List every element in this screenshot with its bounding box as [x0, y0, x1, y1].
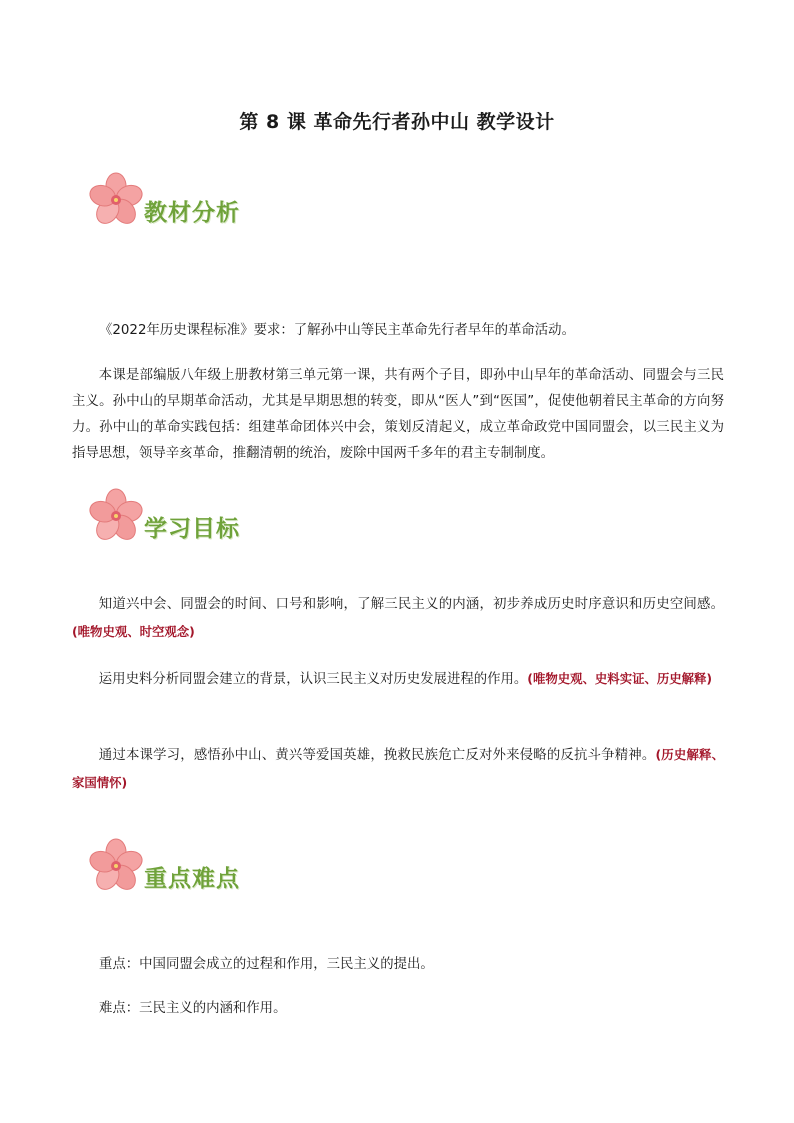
goal-item-2 [72, 665, 724, 693]
core-literacy-tag: (唯物史观、时空观念) [72, 624, 195, 639]
core-literacy-tag: (历史解释、家国情怀) [72, 747, 725, 790]
section-title-keypoints: 重点难点 [144, 866, 240, 892]
peach-blossom-icon [86, 488, 148, 546]
goal-text: 通过本课学习，感悟孙中山、黄兴等爱国英雄，挽救民族危亡反对外来侵略的反抗斗争精神。 [98, 748, 656, 763]
section-heading-goals [86, 488, 386, 550]
peach-blossom-icon [86, 172, 148, 230]
curriculum-standard: 《2022年历史课程标准》要求：了解孙中山等民主革命先行者早年的革命活动。 [99, 323, 575, 338]
analysis-body: 本课是部编版八年级上册教材第三单元第一课，共有两个子目，即孙中山早年的革命活动、同盟会与三民主义。孙中山的早期革命活动，尤其是早期思想的转变，即从“医人”到“医国”，促使他朝着民主革命的方向努力。孙中山的革命实践包括：组建革命团体兴中会，策划反清起义，成立革命政党中国同盟会，以三民主义为指导思想，领导辛亥革命，推翻清朝的统治，废除中国两千多年的君主专制制度。 [72, 368, 724, 461]
key-difficulty: 难点：三民主义的内涵和作用。 [99, 1001, 287, 1016]
peach-blossom-icon [86, 838, 148, 896]
goal-text: 运用史料分析同盟会建立的背景，认识三民主义对历史发展进程的作用。 [98, 672, 528, 687]
goal-text: 知道兴中会、同盟会的时间、口号和影响，了解三民主义的内涵，初步养成历史时序意识和历史空间感。 [98, 597, 724, 612]
key-focus: 重点：中国同盟会成立的过程和作用，三民主义的提出。 [99, 957, 434, 972]
section-heading-keypoints [86, 838, 386, 900]
core-literacy-tag: (唯物史观、史料实证、历史解释) [527, 671, 713, 686]
section-title-analysis: 教材分析 [144, 200, 240, 226]
page-title: 第 8 课 革命先行者孙中山 教学设计 [239, 111, 555, 133]
section-heading-analysis [86, 172, 386, 234]
goal-item-1 [72, 591, 724, 646]
goal-item-3 [72, 741, 724, 797]
section-title-goals: 学习目标 [144, 516, 240, 542]
